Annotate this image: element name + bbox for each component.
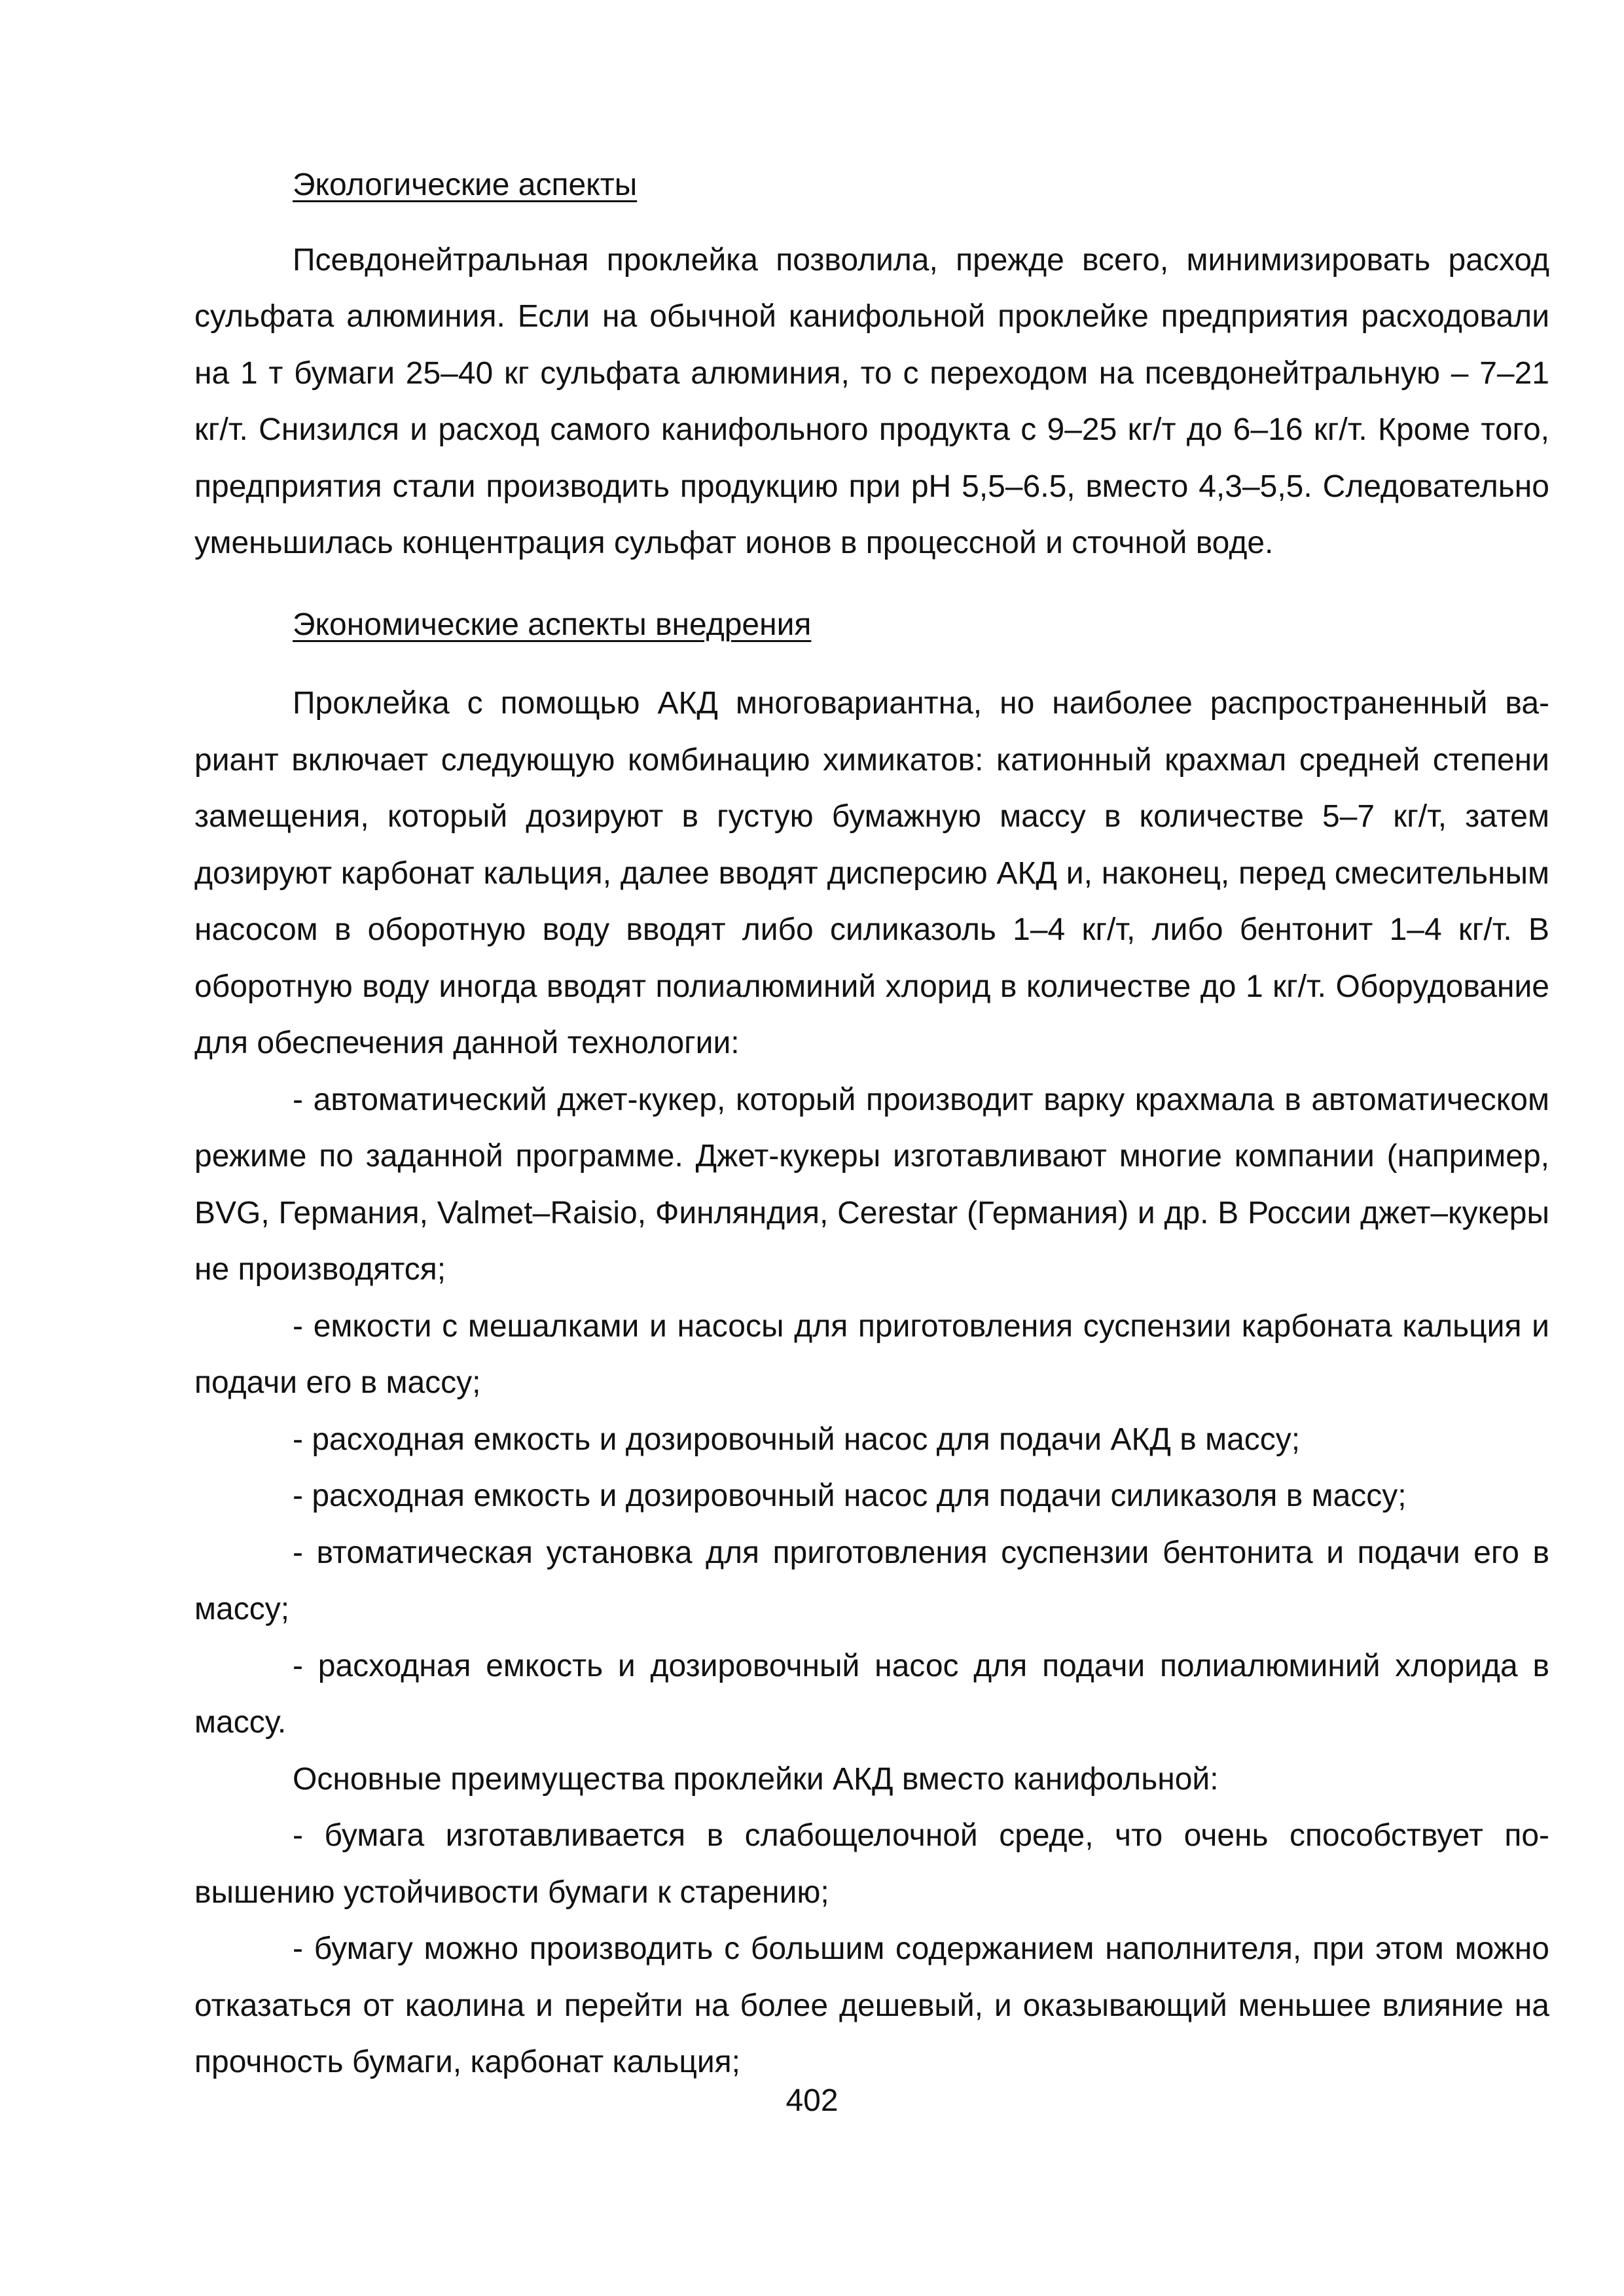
equipment-list-item: - расходная емкость и дозировочный насос для подачи силиказоля в массу; (293, 1479, 1407, 1513)
paragraph-economy: Проклейка с помощью АКД многовариантна, но наиболее распространенный вариант включает следующую комбинацию химикатов: катионный крахмал средней степени замещения, который дозируют в густую бумажную массу в количестве 5–7 кг/т, затем дозируют карбонат кальция, далее вводят дисперсию АКД и, наконец, перед смесительным насосом в оборотную воду вводят либо силиказоль 1–4 кг/т, либо бентонит 1–4 кг/т. В оборотную воду иногда вводят полиалюминий хлорид в количестве до 1 кг/т. Оборудование для обеспечения данной технологии: (194, 686, 1549, 1060)
equipment-list-item: - втоматическая установка для приготовления суспензии бентонита и подачи его в массу; (194, 1535, 1549, 1626)
equipment-list-item: - расходная емкость и дозировочный насос для подачи полиалюминий хлорида в массу. (194, 1648, 1549, 1740)
page-number: 402 (785, 2083, 839, 2118)
equipment-list-item: - емкости с мешалками и насосы для приготовления суспензии карбоната кальция и подачи его в массу; (194, 1308, 1549, 1400)
advantages-intro: Основные преимущества проклейки АКД вместо канифольной: (293, 1761, 1219, 1797)
advantage-list-item: - бумагу можно производить с большим содержанием наполнителя, при этом можно отказаться от каолина и перейти на более дешевый, и оказывающий меньшее влияние на прочность бумаги, карбонат кальция; (194, 1931, 1549, 2079)
section-heading-ecology: Экологические аспекты (293, 168, 638, 202)
equipment-list-item: - автоматический джет-кукер, который производит варку крахмала в автоматическом режиме по заданной программе. Джет-кукеры изготавливают многие компании (например, BVG, Германия, Valmet–Raisio, Финляндия, Cerestar (Германия) и др. В России джет–кукеры не производятся; (194, 1082, 1549, 1287)
section-heading-economy: Экономические аспекты внедрения (293, 607, 812, 642)
paragraph-ecology: Псевдонейтральная проклейка позволила, прежде всего, минимизировать расход сульфата алюминия. Если на обычной канифольной проклейке предприятия расходовали на 1 т бумаги 25–40 кг сульфата алюминия, то с переходом на псевдонейтральную – 7–21 кг/т. Снизился и расход самого канифольного продукта с 9–25 кг/т до 6–16 кг/т. Кроме того, предприятия стали производить продукцию при рН 5,5–6.5, вместо 4,3–5,5. Следовательно уменьшилась концентрация сульфат ионов в процессной и сточной воде. (194, 242, 1549, 560)
equipment-list-item: - расходная емкость и дозировочный насос для подачи АКД в массу; (293, 1422, 1301, 1457)
document-page (194, 157, 1549, 2091)
advantage-list-item: - бумага изготавливается в слабощелочной среде, что очень способствует повышению устойчивости бумаги к старению; (194, 1818, 1549, 1910)
